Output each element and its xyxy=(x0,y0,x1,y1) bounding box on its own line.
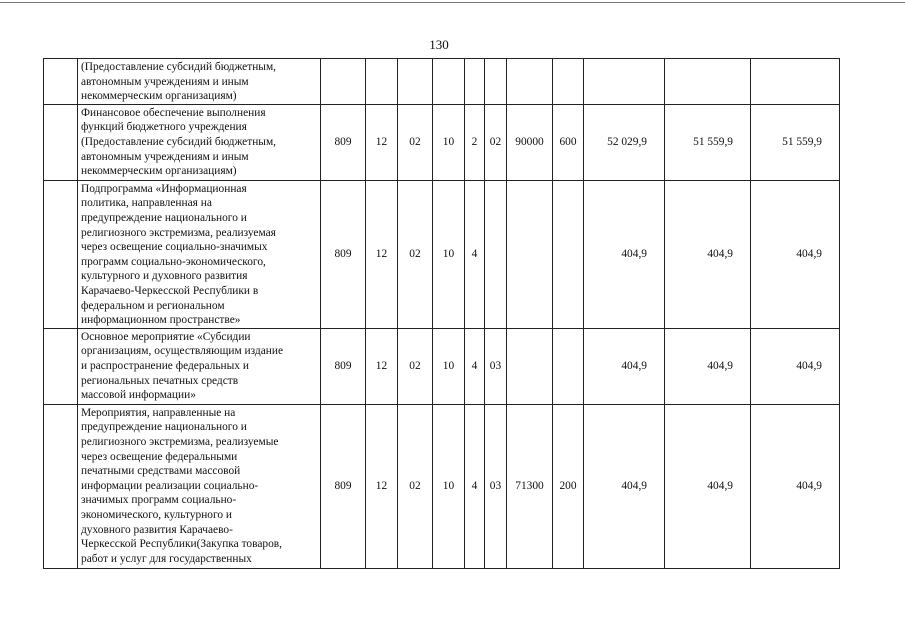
table-row xyxy=(44,328,840,404)
subsection-cell: 02 xyxy=(398,104,433,180)
amount-1-cell: 404,9 xyxy=(584,180,665,328)
description-cell: Мероприятия, направленные на предупреждение национального и религиозного экстремизма, реализуемые через освещение федеральными печатными средствами массовой информации реализации социально- значимых программ социально- экономического, культурного и духовного развития Карачаево- Черкесской Республики(Закупка товаров, работ и услуг для государственных xyxy=(78,404,321,568)
budget-table xyxy=(43,58,840,569)
expense-type-cell xyxy=(553,180,584,328)
row-marker-cell xyxy=(44,328,78,404)
subprogram-cell: 4 xyxy=(465,404,485,568)
program-cell: 10 xyxy=(433,328,465,404)
ministry-cell xyxy=(321,59,366,105)
event-cell xyxy=(485,180,507,328)
expense-type-cell xyxy=(553,59,584,105)
description-cell: Подпрограмма «Информационная политика, направленная на предупреждение национального и религиозного экстремизма, реализуемая через освещение социально-значимых программ социально-экономического, культурного и духовного развития Карачаево-Черкесской Республики в федеральном и региональном информационном пространстве» xyxy=(78,180,321,328)
event-cell: 03 xyxy=(485,328,507,404)
amount-3-cell: 51 559,9 xyxy=(751,104,840,180)
page-number: 130 xyxy=(429,37,449,52)
direction-cell: 90000 xyxy=(507,104,553,180)
amount-3-cell: 404,9 xyxy=(751,180,840,328)
row-marker-cell xyxy=(44,404,78,568)
subprogram-cell: 4 xyxy=(465,180,485,328)
ministry-cell: 809 xyxy=(321,404,366,568)
program-cell xyxy=(433,59,465,105)
amount-1-cell: 52 029,9 xyxy=(584,104,665,180)
table-row xyxy=(44,104,840,180)
expense-type-cell: 200 xyxy=(553,404,584,568)
amount-2-cell xyxy=(665,59,751,105)
table-row xyxy=(44,180,840,328)
amount-3-cell: 404,9 xyxy=(751,404,840,568)
row-marker-cell xyxy=(44,104,78,180)
program-cell: 10 xyxy=(433,104,465,180)
event-cell: 02 xyxy=(485,104,507,180)
table-row xyxy=(44,404,840,568)
section-cell: 12 xyxy=(366,180,398,328)
section-cell xyxy=(366,59,398,105)
direction-cell: 71300 xyxy=(507,404,553,568)
section-cell: 12 xyxy=(366,328,398,404)
ministry-cell: 809 xyxy=(321,180,366,328)
amount-3-cell xyxy=(751,59,840,105)
description-cell: Основное мероприятие «Субсидии организациям, осуществляющим издание и распространение федеральных и региональных печатных средств массовой информации» xyxy=(78,328,321,404)
subsection-cell: 02 xyxy=(398,404,433,568)
row-marker-cell xyxy=(44,180,78,328)
amount-1-cell xyxy=(584,59,665,105)
amount-2-cell: 404,9 xyxy=(665,404,751,568)
description-cell: (Предоставление субсидий бюджетным, автономным учреждениям и иным некоммерческим организациям) xyxy=(78,59,321,105)
direction-cell xyxy=(507,59,553,105)
subprogram-cell: 4 xyxy=(465,328,485,404)
subsection-cell xyxy=(398,59,433,105)
subprogram-cell: 2 xyxy=(465,104,485,180)
direction-cell xyxy=(507,328,553,404)
expense-type-cell: 600 xyxy=(553,104,584,180)
section-cell: 12 xyxy=(366,104,398,180)
direction-cell xyxy=(507,180,553,328)
amount-3-cell: 404,9 xyxy=(751,328,840,404)
amount-2-cell: 404,9 xyxy=(665,328,751,404)
amount-1-cell: 404,9 xyxy=(584,404,665,568)
event-cell xyxy=(485,59,507,105)
amount-1-cell: 404,9 xyxy=(584,328,665,404)
ministry-cell: 809 xyxy=(321,328,366,404)
program-cell: 10 xyxy=(433,180,465,328)
table-row xyxy=(44,59,840,105)
section-cell: 12 xyxy=(366,404,398,568)
top-rule xyxy=(0,2,905,3)
description-cell: Финансовое обеспечение выполнения функций бюджетного учреждения (Предоставление субсидий бюджетным, автономным учреждениям и иным некоммерческим организациям) xyxy=(78,104,321,180)
expense-type-cell xyxy=(553,328,584,404)
subprogram-cell xyxy=(465,59,485,105)
ministry-cell: 809 xyxy=(321,104,366,180)
event-cell: 03 xyxy=(485,404,507,568)
amount-2-cell: 51 559,9 xyxy=(665,104,751,180)
amount-2-cell: 404,9 xyxy=(665,180,751,328)
subsection-cell: 02 xyxy=(398,328,433,404)
row-marker-cell xyxy=(44,59,78,105)
subsection-cell: 02 xyxy=(398,180,433,328)
program-cell: 10 xyxy=(433,404,465,568)
